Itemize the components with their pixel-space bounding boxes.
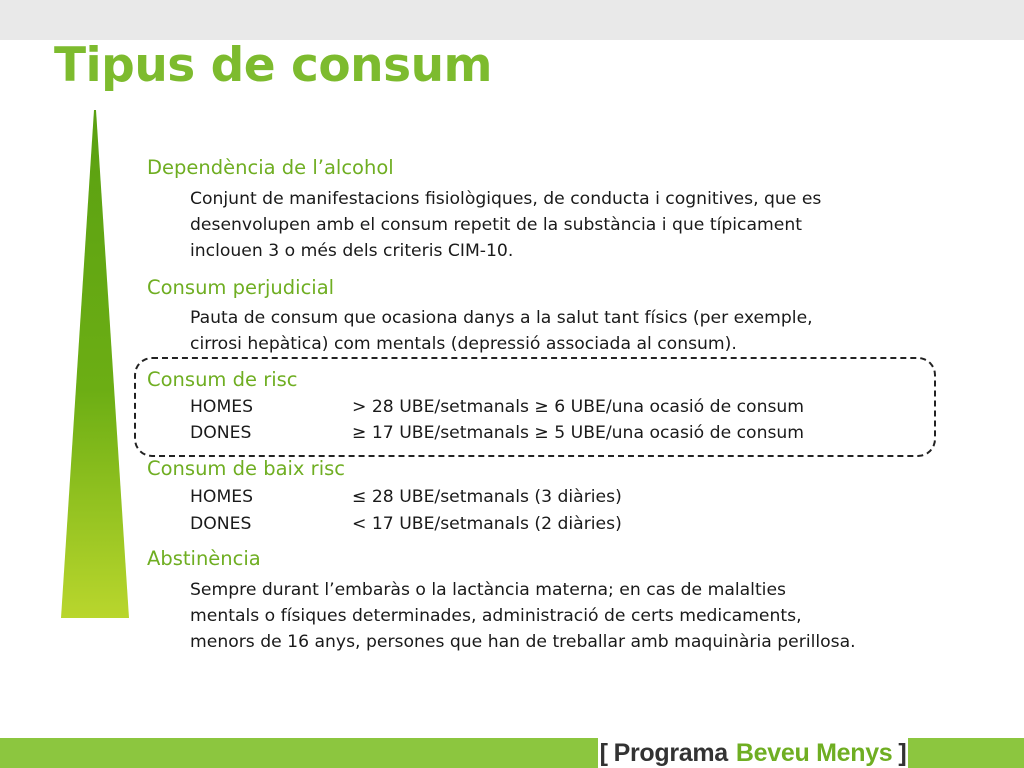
body-line: Pauta de consum que ocasiona danys a la salut tant físics (per exemple, — [190, 308, 813, 328]
row-label-dones: DONES — [190, 514, 252, 534]
body-line: Conjunt de manifestacions fisiològiques, de conducta i cognitives, que es — [190, 189, 822, 209]
body-line: cirrosi hepàtica) com mentals (depressió associada al consum). — [190, 334, 737, 354]
section-heading-baix-risc: Consum de baix risc — [147, 457, 345, 480]
row-value-dones: < 17 UBE/setmanals (2 diàries) — [352, 514, 622, 534]
body-line: Sempre durant l’embaràs o la lactància materna; en cas de malalties — [190, 580, 786, 600]
section-heading-risc: Consum de risc — [147, 368, 298, 391]
section-heading-perjudicial: Consum perjudicial — [147, 276, 335, 299]
body-line: desenvolupen amb el consum repetit de la substància i que típicament — [190, 215, 802, 235]
section-heading-dependencia: Dependència de l’alcohol — [147, 156, 394, 179]
program-logo — [598, 738, 908, 768]
slide-title: Tipus de consum — [54, 38, 493, 93]
row-value-homes: > 28 UBE/setmanals ≥ 6 UBE/una ocasió de consum — [352, 397, 805, 417]
row-label-homes: HOMES — [190, 397, 254, 417]
section-heading-abstinencia: Abstinència — [147, 547, 261, 570]
body-line: mentals o físiques determinades, administració de certs medicaments, — [190, 606, 802, 626]
logo-program-name: Beveu Menys — [735, 738, 893, 767]
row-value-homes: ≤ 28 UBE/setmanals (3 diàries) — [352, 487, 622, 507]
row-label-dones: DONES — [190, 423, 252, 443]
logo-program-word: Programa — [613, 738, 728, 767]
row-label-homes: HOMES — [190, 487, 254, 507]
body-line: menors de 16 anys, persones que han de treballar amb maquinària perillosa. — [190, 632, 856, 652]
logo-bracket-open: [ — [599, 738, 608, 767]
logo-bracket-close: ] — [898, 738, 907, 767]
row-value-dones: ≥ 17 UBE/setmanals ≥ 5 UBE/una ocasió de consum — [352, 423, 805, 443]
body-line: inclouen 3 o més dels criteris CIM-10. — [190, 241, 514, 261]
